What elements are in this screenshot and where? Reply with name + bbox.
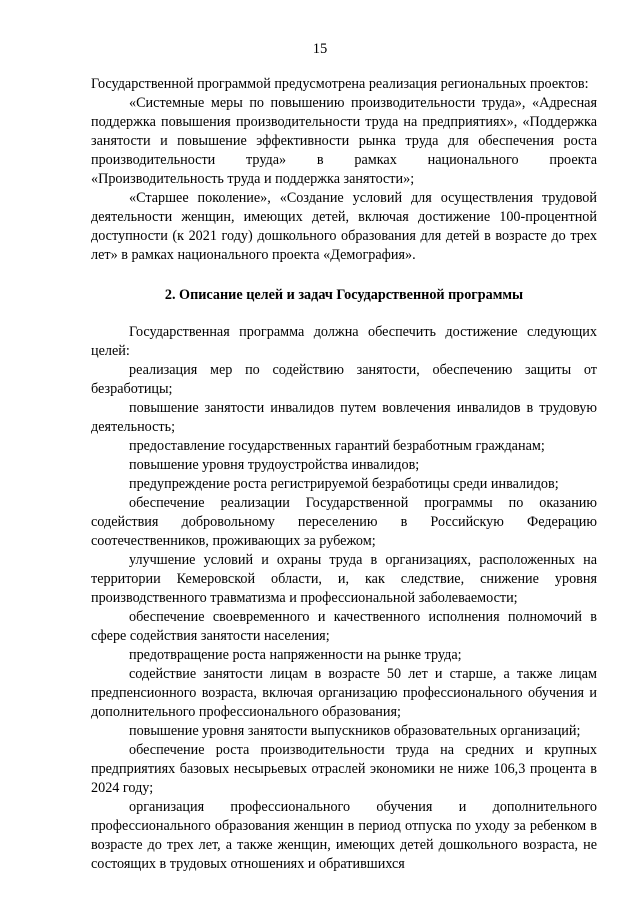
- goal-item: предупреждение роста регистрируемой безработицы среди инвалидов;: [129, 476, 559, 492]
- page-number: 15: [312, 41, 328, 57]
- goal-item: организация профессионального обучения и дополнительного профессионального образования женщин в период отпуска по уходу за ребенком в возрасте до трех лет, а также женщин, имеющих детей дошкольного возраста, не состоящих в трудовых отношениях и обратившихся: [91, 799, 597, 872]
- goal-item: улучшение условий и охраны труда в организациях, расположенных на территории Кемеровской области, и, как следствие, снижение уровня производственного травматизма и профессиональной заболеваемости;: [91, 552, 597, 606]
- goal-item: обеспечение реализации Государственной программы по оказанию содействия добровольному переселению в Российскую Федерацию соотечественников, проживающих за рубежом;: [91, 495, 597, 549]
- goal-item: повышение уровня занятости выпускников образовательных организаций;: [129, 723, 581, 739]
- section-heading: 2. Описание целей и задач Государственной программы: [164, 287, 524, 303]
- goal-item: реализация мер по содействию занятости, обеспечению защиты от безработицы;: [91, 362, 597, 397]
- goal-item: предоставление государственных гарантий безработным гражданам;: [129, 438, 545, 454]
- goal-item: повышение занятости инвалидов путем вовлечения инвалидов в трудовую деятельность;: [91, 400, 597, 435]
- document-body: [91, 75, 597, 874]
- paragraph: Государственной программой предусмотрена реализация региональных проектов:: [91, 76, 589, 92]
- goal-item: повышение уровня трудоустройства инвалидов;: [129, 457, 420, 473]
- goal-item: обеспечение своевременного и качественного исполнения полномочий в сфере содействия занятости населения;: [91, 609, 597, 644]
- paragraph: «Старшее поколение», «Создание условий для осуществления трудовой деятельности женщин, имеющих детей, включая достижение 100-процентной доступности (к 2021 году) дошкольного образования для детей в возрасте до трех лет» в рамках национального проекта «Демография».: [91, 190, 597, 263]
- paragraph: «Системные меры по повышению производительности труда», «Адресная поддержка повышения производительности труда на предприятиях», «Поддержка занятости и повышение эффективности рынка труда для обеспечения роста производительности труда» в рамках национального проекта «Производительность труда и поддержка занятости»;: [91, 95, 597, 187]
- paragraph: Государственная программа должна обеспечить достижение следующих целей:: [91, 324, 597, 359]
- goal-item: обеспечение роста производительности труда на средних и крупных предприятиях базовых несырьевых отраслей экономики не ниже 106,3 процента в 2024 году;: [91, 742, 597, 796]
- goal-item: содействие занятости лицам в возрасте 50 лет и старше, а также лицам предпенсионного возраста, включая организацию профессионального обучения и дополнительного профессионального образования;: [91, 666, 597, 720]
- goal-item: предотвращение роста напряженности на рынке труда;: [129, 647, 462, 663]
